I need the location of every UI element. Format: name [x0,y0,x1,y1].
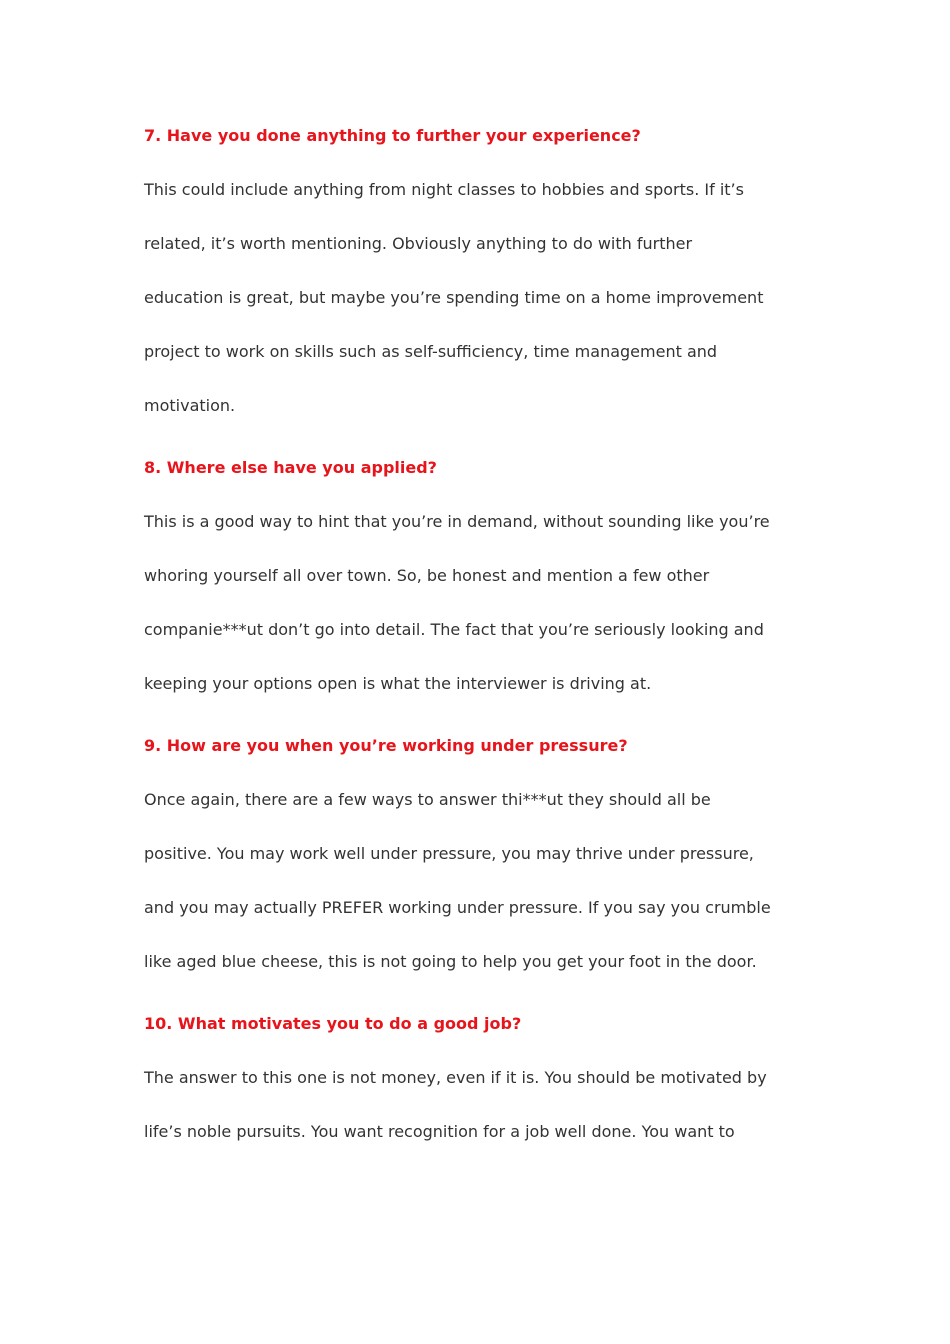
paragraph-line: positive. You may work well under pressure, you may thrive under pressure, [144,844,754,863]
paragraph-line: Once again, there are a few ways to answer thi***ut they should all be [144,790,711,809]
section-heading: 10. What motivates you to do a good job? [144,1014,522,1033]
paragraph-line: life’s noble pursuits. You want recognition for a job well done. You want to [144,1122,735,1141]
paragraph-line: education is great, but maybe you’re spending time on a home improvement [144,288,764,307]
section-heading: 8. Where else have you applied? [144,458,437,477]
paragraph-line: and you may actually PREFER working under pressure. If you say you crumble [144,898,771,917]
paragraph-line: keeping your options open is what the interviewer is driving at. [144,674,652,693]
paragraph-line: The answer to this one is not money, even if it is. You should be motivated by [144,1068,767,1087]
section-heading: 9. How are you when you’re working under pressure? [144,736,628,755]
paragraph-line: motivation. [144,396,236,415]
paragraph-line: like aged blue cheese, this is not going to help you get your foot in the door. [144,952,757,971]
paragraph-line: related, it’s worth mentioning. Obviously anything to do with further [144,234,693,253]
paragraph-line: This is a good way to hint that you’re in demand, without sounding like you’re [144,512,770,531]
paragraph-line: companie***ut don’t go into detail. The fact that you’re seriously looking and [144,620,764,639]
section-heading: 7. Have you done anything to further your experience? [144,126,641,145]
paragraph-line: whoring yourself all over town. So, be honest and mention a few other [144,566,710,585]
paragraph-line: project to work on skills such as self-sufficiency, time management and [144,342,718,361]
paragraph-line: This could include anything from night classes to hobbies and sports. If it’s [144,180,744,199]
